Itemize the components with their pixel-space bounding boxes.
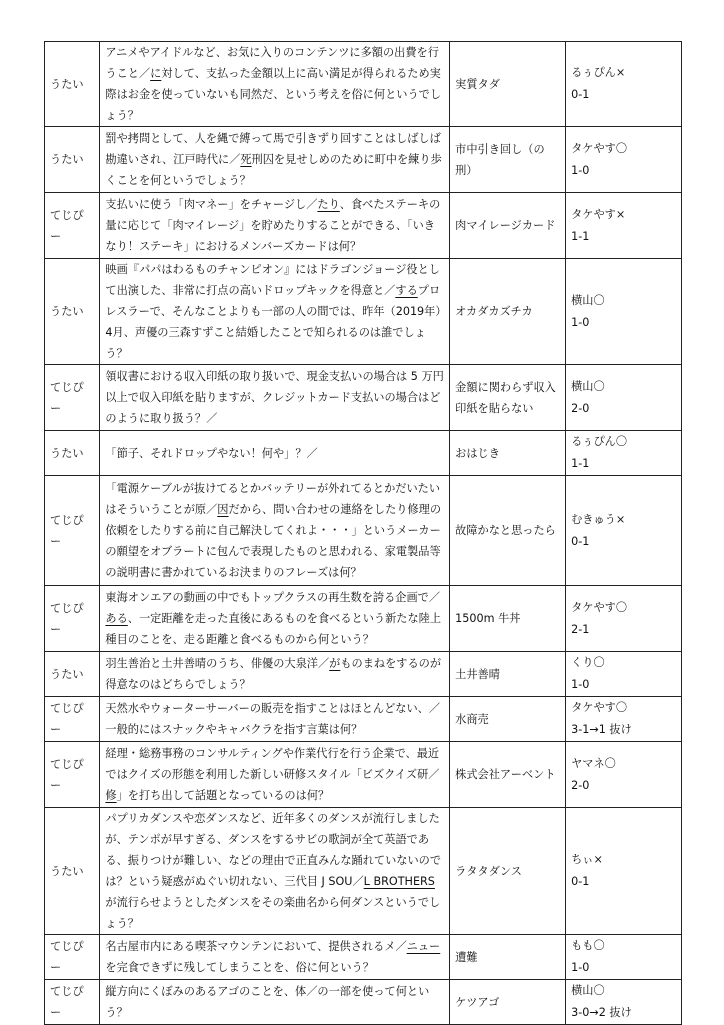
type-cell: てじぴー	[45, 365, 100, 431]
answer-cell: 故障かなと思ったら	[450, 476, 566, 586]
question-text: 羽生善治と土井善晴のうち、俳優の大泉洋／	[105, 657, 330, 670]
result-cell	[566, 586, 682, 652]
result-text: タケやす〇	[571, 141, 628, 155]
question-text: 領収書における収入印紙の取り扱いで、現金支払いの場合は 5 万円以上で収入印紙を貼りますが、クレジットカード支払いの場合はどのように取り扱う？／	[105, 370, 444, 425]
question-text: を完食できずに残してしまうことを、俗に何という？	[105, 961, 374, 974]
result-text: もも〇	[571, 939, 605, 952]
result-cell	[566, 259, 682, 365]
table-row	[45, 742, 682, 808]
table-row	[45, 476, 682, 586]
result-cell	[566, 431, 682, 476]
answer-cell: 株式会社アーベント	[450, 742, 566, 808]
question-text: 「電源ケーブルが抜けてるとかバッテリーが外れてるとかだいたいはそういうことが原／	[105, 482, 441, 516]
question-cell	[100, 586, 450, 652]
score-text: 2-0	[571, 401, 590, 415]
question-underlined-text: 死	[240, 153, 252, 166]
question-text: 「節子、それドロップやない！何や」？／	[105, 446, 318, 460]
question-text: 経理・総務事務のコンサルティングや作業代行を行う企業で、最近ではクイズの形態を利用した新しい研修スタイル「ビズクイズ研／	[105, 747, 440, 781]
question-cell	[100, 697, 450, 742]
result-text: ヤマネ〇	[571, 756, 616, 770]
result-cell	[566, 42, 682, 127]
score-text: 1-1	[571, 457, 590, 470]
table-row	[45, 935, 682, 980]
type-cell: てじぴー	[45, 980, 100, 1025]
result-text: 横山〇	[571, 379, 605, 393]
question-cell	[100, 365, 450, 431]
question-text: が流行らせようとしたダンスをその楽曲名から何ダンスというでしょう？	[105, 896, 441, 930]
question-text: 東海オンエアの動画の中でもトップクラスの再生数を誇る企画で／	[105, 591, 441, 604]
question-underlined-text: 修	[105, 789, 117, 802]
question-text: ものまねをするのが得意なのはどちらでしょう？	[105, 657, 442, 691]
answer-cell: おはじき	[450, 431, 566, 476]
question-cell	[100, 431, 450, 476]
type-cell: てじぴー	[45, 935, 100, 980]
result-cell	[566, 365, 682, 431]
question-text: 映画『パパはわるものチャンピオン』にはドラゴンジョージ役として出演した、非常に打点の高いドロップキックを得意と／	[105, 263, 440, 297]
type-cell: てじぴー	[45, 742, 100, 808]
question-cell	[100, 808, 450, 935]
table-row	[45, 365, 682, 431]
type-cell: てじぴー	[45, 697, 100, 742]
question-text: だから、問い合わせの連絡をしたり修理の依頼をしたりする前に自己解決してくれよ・・・」というメーカーの願望をオブラートに包んで表現したものと思われる、家電製品等の説明書に書かれているお決まりのフレーズは何？	[105, 503, 442, 579]
result-text: ちぃ×	[571, 853, 603, 866]
question-cell	[100, 42, 450, 127]
question-text: 名古屋市内にある喫茶マウンテンにおいて、提供されるメ／	[105, 940, 407, 953]
score-text: 2-1	[571, 622, 590, 636]
question-underlined-text: 因	[217, 503, 229, 516]
question-underlined-text: たり	[317, 198, 340, 211]
question-cell	[100, 476, 450, 586]
answer-cell: 市中引き回し（の刑）	[450, 127, 566, 193]
table-row	[45, 42, 682, 127]
question-underlined-text: ニュー	[406, 940, 441, 953]
score-text: 3-1→1 抜け	[571, 723, 632, 736]
result-text: るぅぴん×	[571, 66, 626, 79]
score-text: 2-0	[571, 778, 590, 792]
quiz-log-table	[44, 41, 682, 1025]
question-cell	[100, 259, 450, 365]
type-cell: うたい	[45, 808, 100, 935]
result-cell	[566, 742, 682, 808]
question-text: 罰や拷問として、人を縄で縛って馬で引きずり回すことはしばしば勘違いされ、江戸時代に／	[105, 132, 441, 166]
score-text: 1-0	[571, 163, 590, 177]
answer-cell: 土井善晴	[450, 652, 566, 697]
score-text: 0-1	[571, 875, 590, 888]
answer-cell: オカダカズチカ	[450, 259, 566, 365]
table-row	[45, 697, 682, 742]
question-text: 縦方向にくぼみのあるアゴのことを、体／の一部を使って何という？	[105, 985, 430, 1019]
question-cell	[100, 935, 450, 980]
question-cell	[100, 193, 450, 259]
type-cell: うたい	[45, 127, 100, 193]
answer-cell: ケツアゴ	[450, 980, 566, 1025]
answer-cell: 肉マイレージカード	[450, 193, 566, 259]
result-text: むきゅう×	[571, 512, 626, 526]
table-row	[45, 652, 682, 697]
quiz-log-body	[45, 42, 682, 1025]
score-text: 3-0→2 抜け	[571, 1006, 632, 1019]
table-row	[45, 259, 682, 365]
table-row	[45, 193, 682, 259]
result-text: くり〇	[571, 656, 605, 669]
table-row	[45, 808, 682, 935]
question-text: 、食べたステーキの量に応じて「肉マイレージ」を貯めたりすることができる、「いきなり！ステーキ」におけるメンバーズカードは何？	[105, 198, 441, 253]
question-text: 支払いに使う「肉マネー」をチャージし／	[105, 198, 318, 211]
result-text: 横山〇	[571, 293, 605, 307]
question-cell	[100, 742, 450, 808]
type-cell: うたい	[45, 259, 100, 365]
score-text: 1-0	[571, 678, 590, 691]
type-cell: てじぴー	[45, 193, 100, 259]
answer-cell: 1500m 牛丼	[450, 586, 566, 652]
result-text: タケやす×	[571, 207, 626, 221]
question-underlined-text: が	[329, 657, 341, 670]
question-text: 、一定距離を走った直後にあるものを食べるという新たな陸上種目のことを、走る距離と食べるものから何という？	[105, 612, 442, 646]
question-underlined-text: L BROTHERS	[363, 875, 435, 888]
answer-cell: 水商売	[450, 697, 566, 742]
question-text: 」を打ち出して話題となっているのは何？	[116, 789, 330, 802]
result-cell	[566, 193, 682, 259]
result-text: タケやす〇	[571, 600, 628, 614]
score-text: 1-0	[571, 315, 590, 329]
type-cell: うたい	[45, 652, 100, 697]
result-cell	[566, 652, 682, 697]
question-text: 天然水やウォーターサーバーの販売を指すことはほとんどない、／一般的にはスナックやキャバクラを指す言葉は何？	[105, 702, 441, 736]
question-text: プロレスラーで、そんなことよりも一部の人の間では、昨年（2019年）4月、声優の三森すずこと結婚したことで知られるのは誰でしょう？	[105, 284, 441, 360]
result-cell	[566, 980, 682, 1025]
question-underlined-text: する	[395, 284, 418, 297]
answer-cell: 金額に関わらず収入印紙を貼らない	[450, 365, 566, 431]
result-text: るぅぴん〇	[571, 435, 628, 448]
type-cell: うたい	[45, 431, 100, 476]
table-row	[45, 980, 682, 1025]
score-text: 0-1	[571, 534, 590, 548]
result-cell	[566, 808, 682, 935]
question-cell	[100, 127, 450, 193]
result-text: 横山〇	[571, 984, 605, 997]
table-row	[45, 127, 682, 193]
question-text: 刑囚を見せしめのために町中を練り歩くことを何というでしょう？	[105, 153, 442, 187]
result-text: タケやす〇	[571, 701, 628, 714]
question-cell	[100, 652, 450, 697]
type-cell: てじぴー	[45, 476, 100, 586]
result-cell	[566, 127, 682, 193]
question-underlined-text: ある	[105, 612, 128, 625]
question-text: パプリカダンスや恋ダンスなど、近年多くのダンスが流行しましたが、テンポが早すぎる、ダンスをするサビの歌詞が全て英語である、振りつけが難しい、などの理由で正直みんな踊れていないのでは？という疑惑がぬぐい切れない、三代目 J SOU／	[105, 812, 442, 888]
score-text: 0-1	[571, 88, 590, 101]
question-text: 対して、支払った金額以上に高い満足が得られるため実際はお金を使っていないも同然だ、という考えを俗に何というでしょう？	[105, 67, 442, 122]
table-row	[45, 431, 682, 476]
result-cell	[566, 697, 682, 742]
question-text: アニメやアイドルなど、お気に入りのコンテンツに多額の出費を行うこと／	[105, 46, 439, 80]
table-row	[45, 586, 682, 652]
answer-cell: 実質タダ	[450, 42, 566, 127]
answer-cell: ラタタダンス	[450, 808, 566, 935]
answer-cell: 遭難	[450, 935, 566, 980]
result-cell	[566, 476, 682, 586]
score-text: 1-0	[571, 961, 590, 974]
question-underlined-text: に	[150, 67, 162, 80]
type-cell: てじぴー	[45, 586, 100, 652]
result-cell	[566, 935, 682, 980]
question-cell	[100, 980, 450, 1025]
type-cell: うたい	[45, 42, 100, 127]
score-text: 1-1	[571, 229, 590, 243]
